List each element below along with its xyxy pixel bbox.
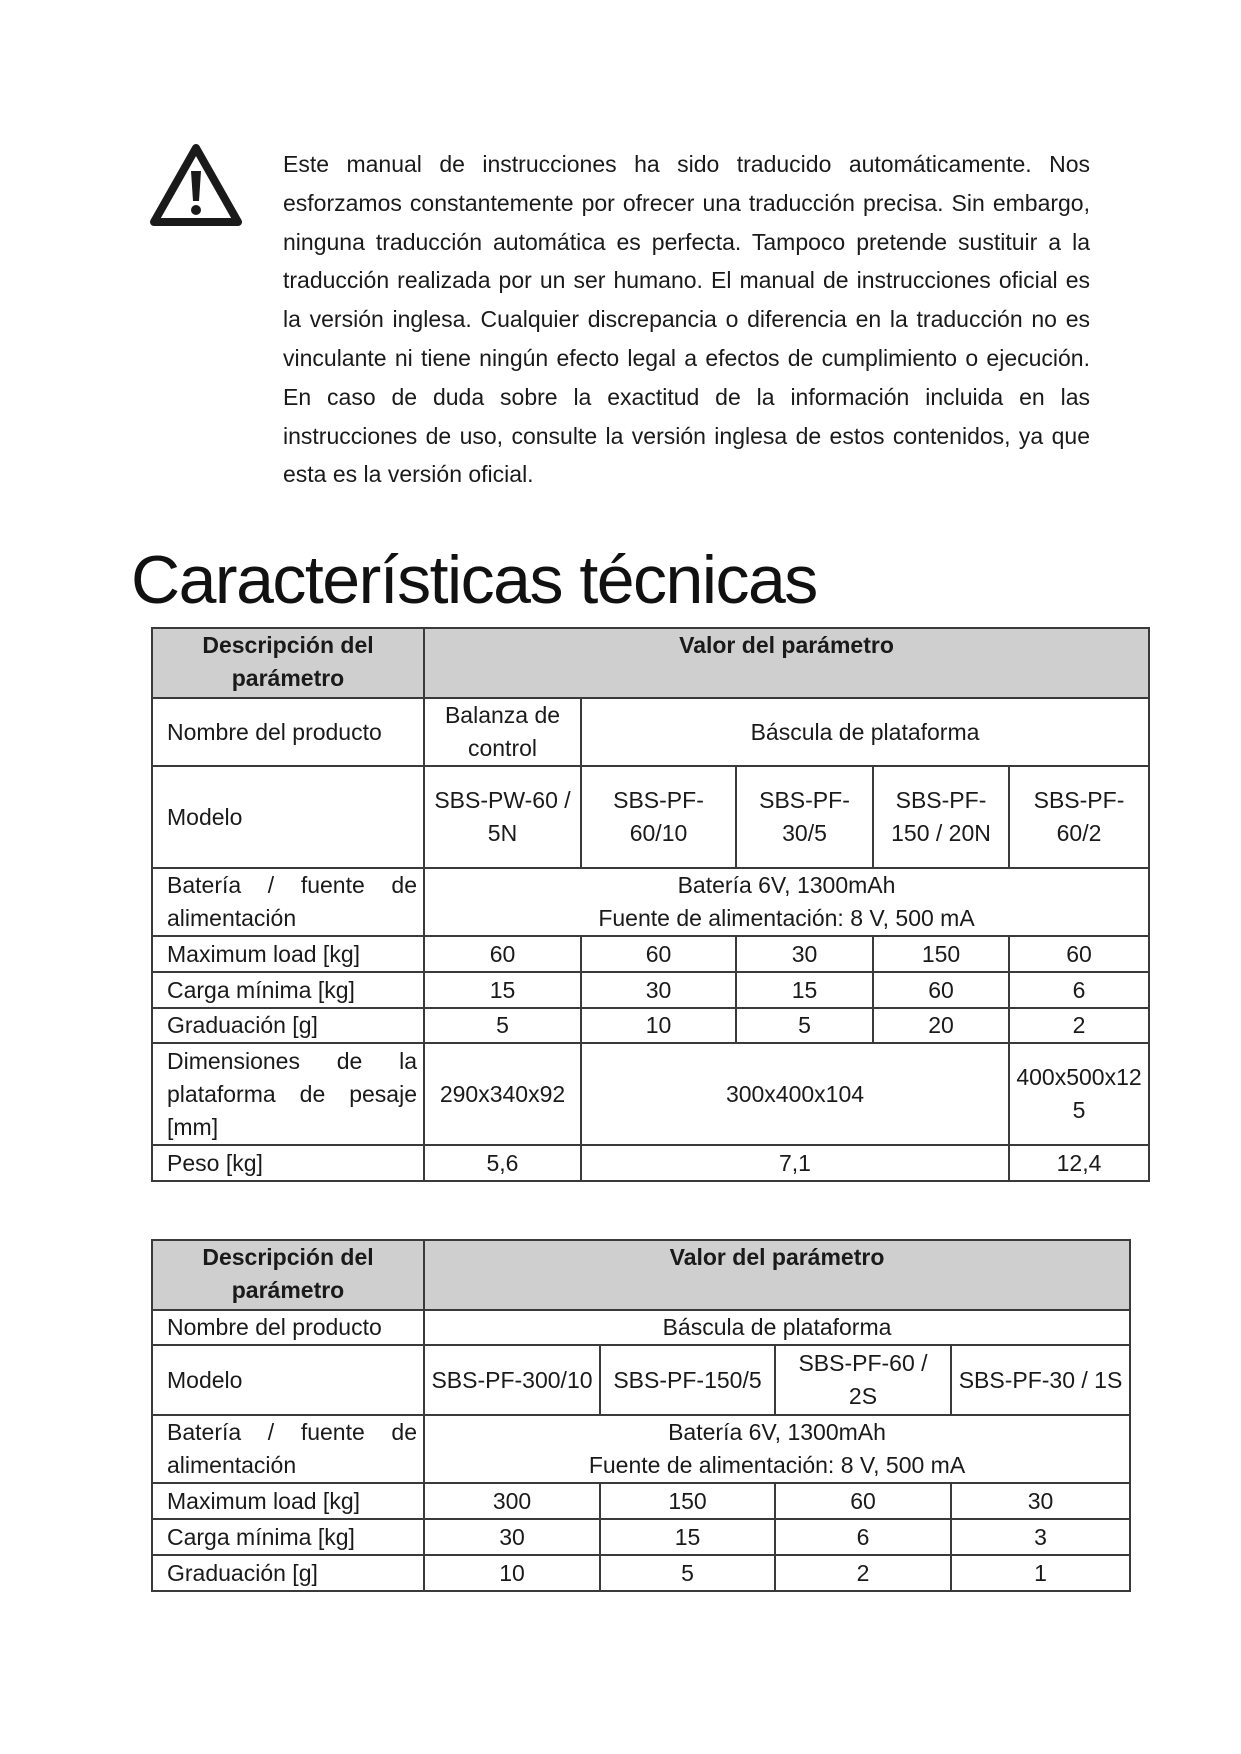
- table-cell: [424, 868, 1149, 936]
- warning-triangle-icon: [150, 143, 242, 227]
- translation-notice: [283, 145, 1090, 494]
- spec-table-1: [151, 627, 1150, 1182]
- row-label: Maximum load [kg]: [152, 1483, 424, 1519]
- battery-line: Batería 6V, 1300mAh: [677, 872, 896, 898]
- table-cell: 20: [873, 1008, 1009, 1043]
- table-cell: 30: [424, 1519, 600, 1555]
- table-cell: SBS-PF-150/5: [600, 1345, 775, 1415]
- header-description: Descripción del parámetro: [152, 1240, 424, 1310]
- table-cell: 5: [424, 1008, 581, 1043]
- table-cell: SBS-PF-30/5: [736, 766, 873, 868]
- table-row: [152, 698, 1149, 766]
- table-row: [152, 1555, 1130, 1591]
- table-cell: Balanza de control: [424, 698, 581, 766]
- table-row: [152, 1008, 1149, 1043]
- table-cell: 150: [600, 1483, 775, 1519]
- spec-table-2: [151, 1239, 1131, 1592]
- table-cell: 30: [951, 1483, 1130, 1519]
- table-row: [152, 1415, 1130, 1483]
- battery-line: Batería 6V, 1300mAh: [668, 1419, 886, 1445]
- row-label: Modelo: [152, 1345, 424, 1415]
- table-row: [152, 766, 1149, 868]
- table-row: [152, 936, 1149, 972]
- table-cell: SBS-PF-60/2: [1009, 766, 1149, 868]
- table-cell: 30: [736, 936, 873, 972]
- table-cell: 30: [581, 972, 736, 1008]
- table-cell: 7,1: [581, 1145, 1009, 1181]
- table-cell: 60: [581, 936, 736, 972]
- table-cell: 5: [736, 1008, 873, 1043]
- row-label: Batería / fuente de alimentación: [152, 868, 424, 936]
- table-row: [152, 1519, 1130, 1555]
- table-cell: 2: [1009, 1008, 1149, 1043]
- table-cell: 300: [424, 1483, 600, 1519]
- table-cell: 60: [775, 1483, 951, 1519]
- table-row: [152, 1043, 1149, 1145]
- table-cell: 2: [775, 1555, 951, 1591]
- table-cell: 10: [581, 1008, 736, 1043]
- table-cell: 15: [736, 972, 873, 1008]
- table-cell: 10: [424, 1555, 600, 1591]
- notice-text: Este manual de instrucciones ha sido traducido automáticamente. Nos esforzamos constantemente por ofrecer una traducción precisa. Sin embargo, ninguna traducción automática es perfecta. Tampoco pretende sustituir a la traducción realizada por un ser humano. El manual de instrucciones oficial es la versión inglesa. Cualquier discrepancia o diferencia en la traducción no es vinculante ni tiene ningún efecto legal a efectos de cumplimiento o ejecución. En caso de duda sobre la exactitud de la información incluida en las instrucciones de uso, consulte la versión inglesa de estos contenidos, ya que esta es la versión oficial.: [283, 151, 1090, 488]
- table-cell: 3: [951, 1519, 1130, 1555]
- table-cell: SBS-PF-150 / 20N: [873, 766, 1009, 868]
- table-row: [152, 1310, 1130, 1345]
- table-row: [152, 868, 1149, 936]
- header-value: Valor del parámetro: [424, 628, 1149, 698]
- power-line: Fuente de alimentación: 8 V, 500 mA: [598, 905, 975, 931]
- row-label: Graduación [g]: [152, 1008, 424, 1043]
- table-cell: SBS-PF-300/10: [424, 1345, 600, 1415]
- row-label: Carga mínima [kg]: [152, 1519, 424, 1555]
- row-label: Graduación [g]: [152, 1555, 424, 1591]
- table-cell: 60: [873, 972, 1009, 1008]
- table-cell: 6: [775, 1519, 951, 1555]
- header-description: Descripción del parámetro: [152, 628, 424, 698]
- table-cell: 1: [951, 1555, 1130, 1591]
- row-label: Maximum load [kg]: [152, 936, 424, 972]
- row-label: Dimensiones de la plataforma de pesaje [mm]: [152, 1043, 424, 1145]
- table-cell: SBS-PF-30 / 1S: [951, 1345, 1130, 1415]
- row-label: Carga mínima [kg]: [152, 972, 424, 1008]
- row-label: Peso [kg]: [152, 1145, 424, 1181]
- table-cell: 60: [424, 936, 581, 972]
- table-cell: [424, 1415, 1130, 1483]
- table-cell: 6: [1009, 972, 1149, 1008]
- table-row: [152, 972, 1149, 1008]
- table-row: [152, 1483, 1130, 1519]
- table-cell: 290x340x92: [424, 1043, 581, 1145]
- table-row: [152, 1345, 1130, 1415]
- row-label: Modelo: [152, 766, 424, 868]
- row-label: Nombre del producto: [152, 1310, 424, 1345]
- table-cell: Báscula de plataforma: [581, 698, 1149, 766]
- table-cell: 15: [424, 972, 581, 1008]
- table-cell: SBS-PF-60/10: [581, 766, 736, 868]
- table-cell: 5,6: [424, 1145, 581, 1181]
- power-line: Fuente de alimentación: 8 V, 500 mA: [588, 1452, 966, 1478]
- table-cell: 60: [1009, 936, 1149, 972]
- table-header-row: [152, 1240, 1130, 1310]
- table-cell: 12,4: [1009, 1145, 1149, 1181]
- table-cell: 400x500x125: [1009, 1043, 1149, 1145]
- table-cell: SBS-PW-60 / 5N: [424, 766, 581, 868]
- table-cell: 300x400x104: [581, 1043, 1009, 1145]
- page-title: Características técnicas: [131, 542, 817, 618]
- table-header-row: [152, 628, 1149, 698]
- table-row: [152, 1145, 1149, 1181]
- table-cell: SBS-PF-60 / 2S: [775, 1345, 951, 1415]
- table-cell: Báscula de plataforma: [424, 1310, 1130, 1345]
- table-cell: 150: [873, 936, 1009, 972]
- row-label: Nombre del producto: [152, 698, 424, 766]
- table-cell: 15: [600, 1519, 775, 1555]
- row-label: Batería / fuente de alimentación: [152, 1415, 424, 1483]
- header-value: Valor del parámetro: [424, 1240, 1130, 1310]
- table-cell: 5: [600, 1555, 775, 1591]
